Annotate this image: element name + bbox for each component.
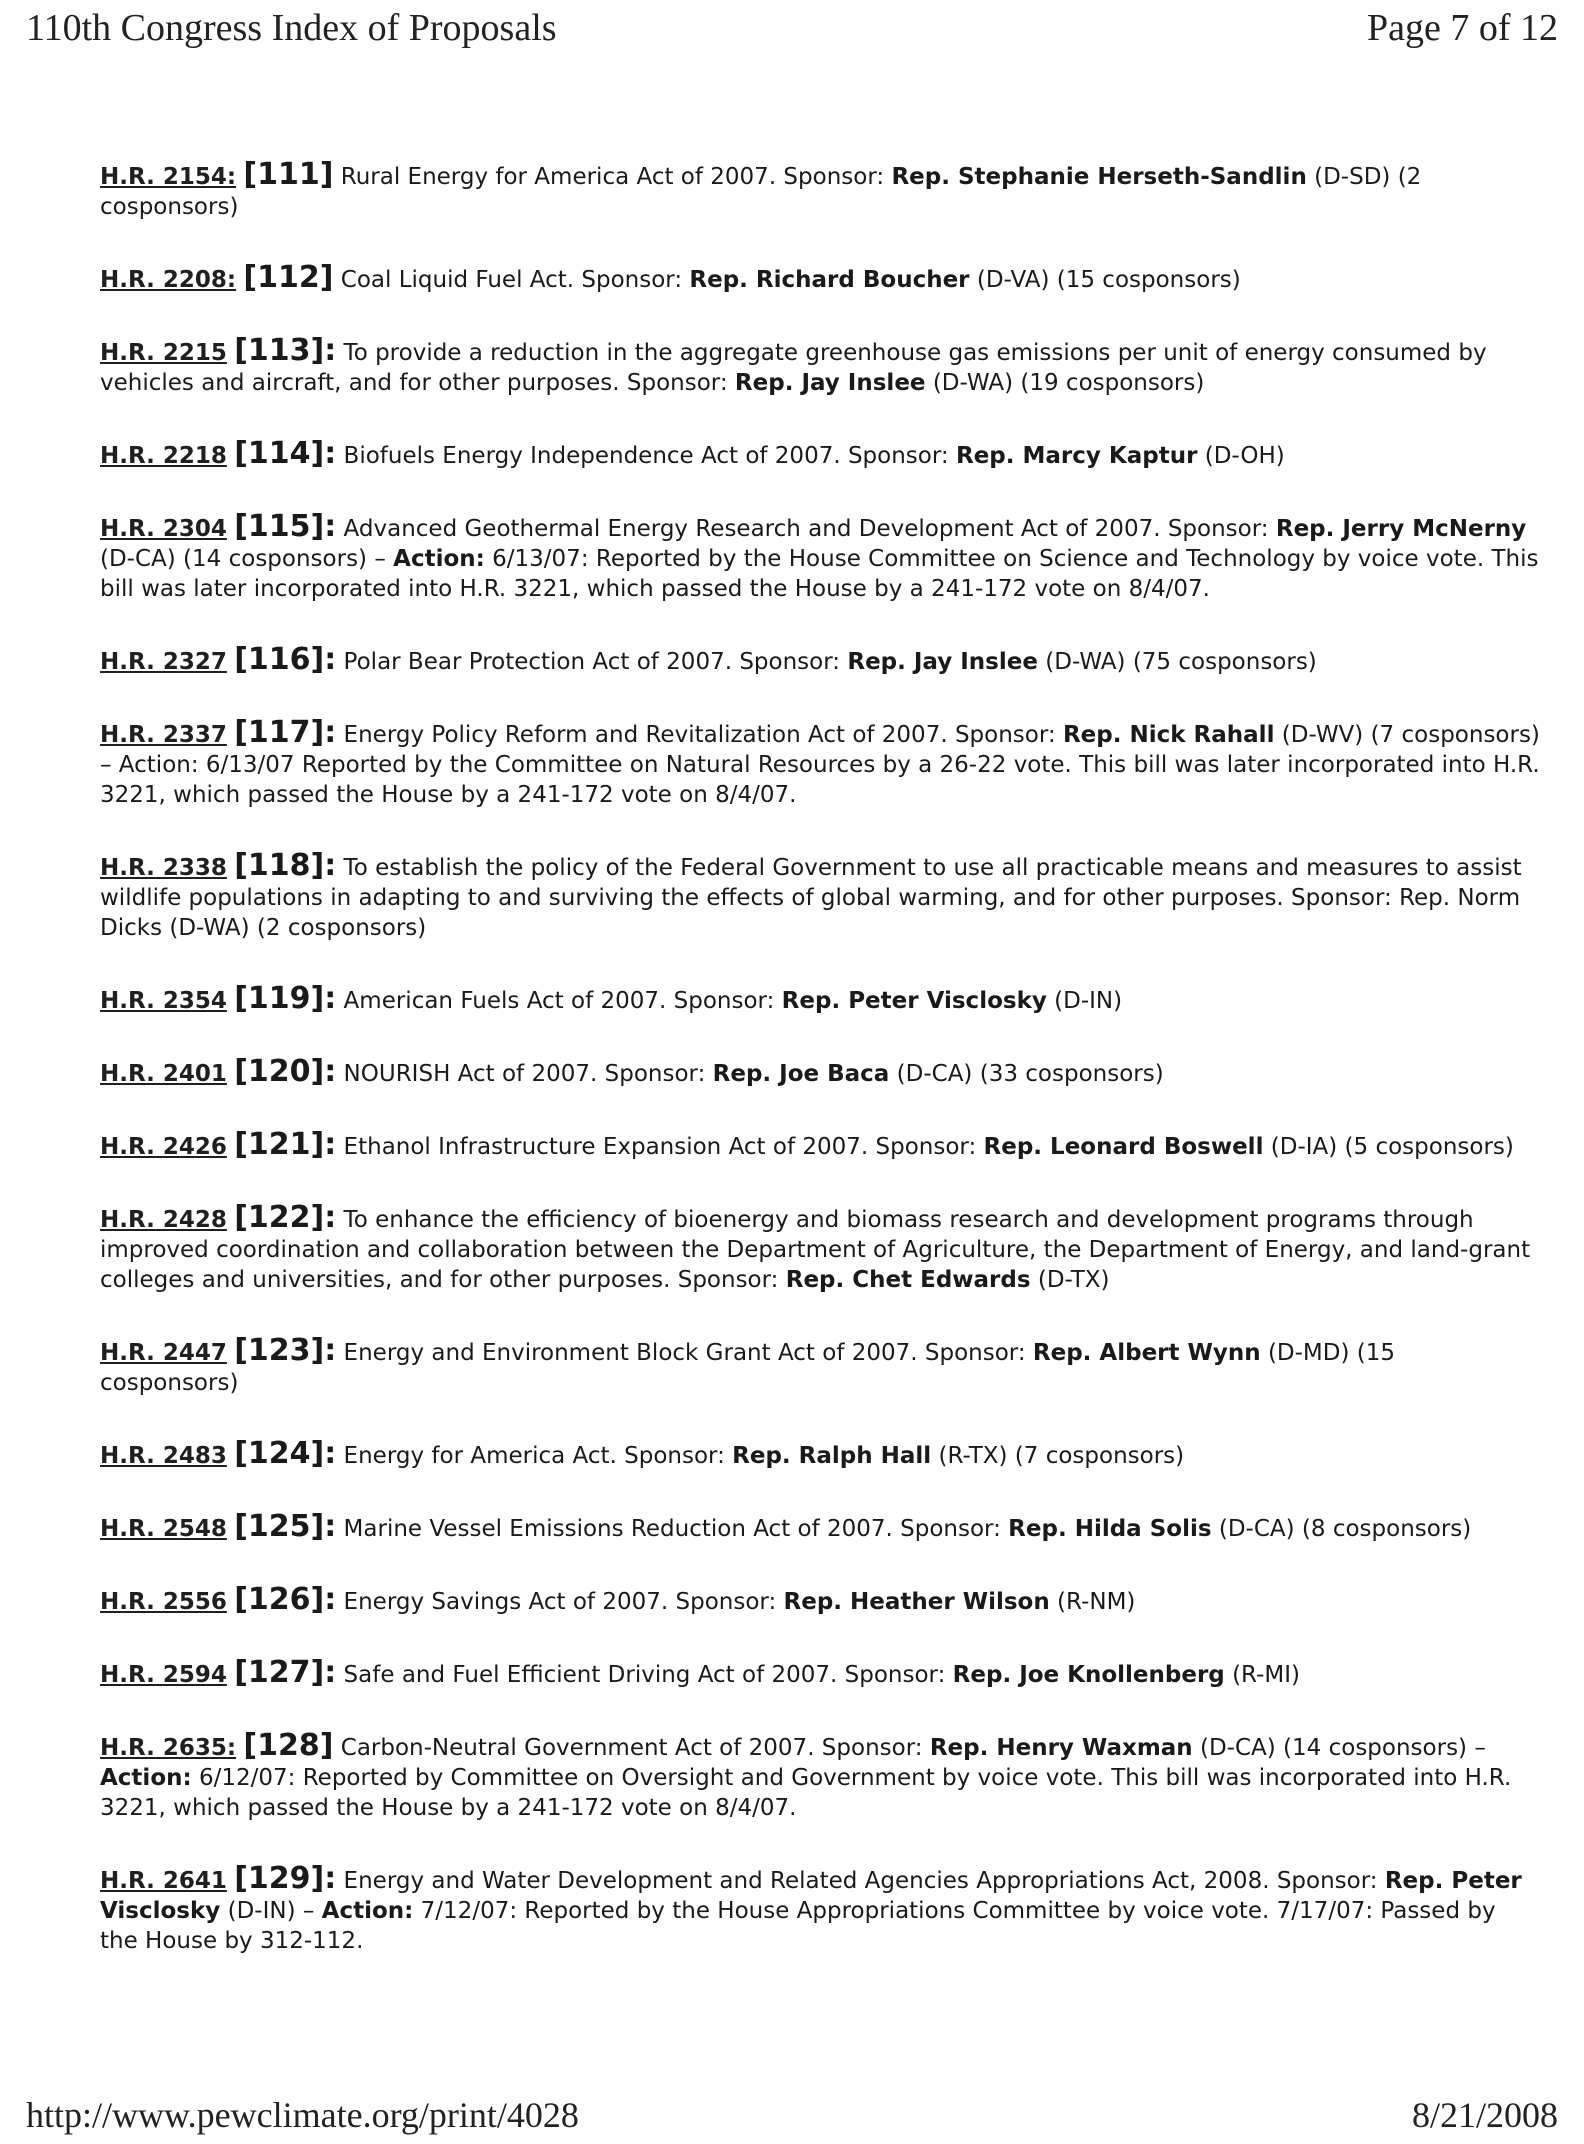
proposal-description: To provide a reduction in the aggregate greenhouse gas emissions per unit of energy consumed by vehicles and aircraft, and for other purposes. Sponsor:: [100, 340, 1487, 396]
bill-link[interactable]: H.R. 2635:: [100, 1735, 237, 1761]
bill-link[interactable]: H.R. 2327: [100, 649, 227, 675]
proposal-number: [127]:: [234, 1655, 337, 1690]
sponsor-details: (D-SD) (2 cosponsors): [100, 164, 1422, 220]
proposal-description: American Fuels Act of 2007. Sponsor:: [336, 988, 782, 1014]
proposal-list: [100, 157, 1540, 1997]
sponsor-details: (D-CA) (14 cosponsors) –: [1192, 1735, 1486, 1761]
proposal-number: [113]:: [234, 333, 337, 368]
proposal-description: Energy Savings Act of 2007. Sponsor:: [336, 1589, 784, 1615]
sponsor-name: Rep. Peter Visclosky: [781, 988, 1047, 1014]
proposal-description: Coal Liquid Fuel Act. Sponsor:: [333, 267, 690, 293]
sponsor-name: Rep. Chet Edwards: [785, 1267, 1031, 1293]
sponsor-details: (D-OH): [1197, 443, 1285, 469]
sponsor-name: Rep. Jay Inslee: [734, 370, 926, 396]
proposal-number: [117]:: [234, 715, 337, 750]
bill-link[interactable]: H.R. 2304: [100, 516, 227, 542]
bill-link[interactable]: H.R. 2641: [100, 1868, 227, 1894]
page-number: Page 7 of 12: [1366, 7, 1558, 49]
sponsor-details: (R-NM): [1049, 1589, 1136, 1615]
proposal-entry: [100, 1655, 1540, 1690]
sponsor-name: Rep. Leonard Boswell: [983, 1134, 1264, 1160]
sponsor-details: (D-CA) (14 cosponsors) –: [100, 546, 394, 572]
sponsor-details: (R-TX) (7 cosponsors): [931, 1443, 1185, 1469]
proposal-number: [111]: [243, 157, 334, 192]
proposal-description: Ethanol Infrastructure Expansion Act of 2007. Sponsor:: [336, 1134, 984, 1160]
sponsor-details: (D-VA) (15 cosponsors): [969, 267, 1241, 293]
bill-link[interactable]: H.R. 2483: [100, 1443, 227, 1469]
proposal-description: Biofuels Energy Independence Act of 2007. Sponsor:: [336, 443, 956, 469]
proposal-number: [115]:: [234, 509, 337, 544]
sponsor-details: (D-IN): [1046, 988, 1123, 1014]
proposal-number: [124]:: [234, 1436, 337, 1471]
proposal-description: Marine Vessel Emissions Reduction Act of 2007. Sponsor:: [336, 1516, 1009, 1542]
proposal-number: [128]: [243, 1728, 334, 1763]
proposal-number: [125]:: [234, 1509, 337, 1544]
footer-url: http://www.pewclimate.org/print/4028: [26, 2095, 579, 2135]
proposal-number: [126]:: [234, 1582, 337, 1617]
bill-link[interactable]: H.R. 2447: [100, 1340, 227, 1366]
proposal-entry: [100, 1861, 1540, 1956]
sponsor-name: Rep. Joe Knollenberg: [952, 1662, 1225, 1688]
sponsor-name: Rep. Jerry McNerny: [1275, 516, 1527, 542]
proposal-description: Energy Policy Reform and Revitalization Act of 2007. Sponsor:: [336, 722, 1063, 748]
proposal-number: [119]:: [234, 981, 337, 1016]
sponsor-details: (D-MD) (15 cosponsors): [100, 1340, 1396, 1396]
proposal-entry: [100, 333, 1540, 398]
proposal-entry: [100, 1054, 1540, 1089]
sponsor-name: Rep. Heather Wilson: [783, 1589, 1050, 1615]
proposal-number: [121]:: [234, 1127, 337, 1162]
proposal-number: [112]: [243, 260, 334, 295]
sponsor-name: Rep. Richard Boucher: [689, 267, 970, 293]
bill-link[interactable]: H.R. 2548: [100, 1516, 227, 1542]
sponsor-details: (D-WA) (19 cosponsors): [925, 370, 1205, 396]
proposal-entry: [100, 1436, 1540, 1471]
proposal-entry: [100, 157, 1540, 222]
sponsor-name: Rep. Stephanie Herseth-Sandlin: [891, 164, 1307, 190]
proposal-description: To establish the policy of the Federal Government to use all practicable means and measures to assist wildlife populations in adapting to and surviving the effects of global warming, and for other purposes. Sponsor: Rep. Norm Dicks (D-WA) (2 cosponsors): [100, 855, 1522, 941]
sponsor-name: Rep. Joe Baca: [712, 1061, 890, 1087]
proposal-description: Polar Bear Protection Act of 2007. Sponsor:: [336, 649, 848, 675]
bill-link[interactable]: H.R. 2215: [100, 340, 227, 366]
sponsor-name: Rep. Marcy Kaptur: [955, 443, 1198, 469]
bill-link[interactable]: H.R. 2401: [100, 1061, 227, 1087]
sponsor-details: (D-CA) (33 cosponsors): [889, 1061, 1164, 1087]
sponsor-name: Rep. Nick Rahall: [1062, 722, 1275, 748]
sponsor-details: (D-TX): [1030, 1267, 1110, 1293]
sponsor-details: (D-CA) (8 cosponsors): [1211, 1516, 1472, 1542]
bill-link[interactable]: H.R. 2354: [100, 988, 227, 1014]
proposal-description: Energy for America Act. Sponsor:: [336, 1443, 733, 1469]
bill-link[interactable]: H.R. 2337: [100, 722, 227, 748]
sponsor-name: Rep. Jay Inslee: [847, 649, 1038, 675]
proposal-description: NOURISH Act of 2007. Sponsor:: [336, 1061, 713, 1087]
proposal-entry: [100, 1200, 1540, 1295]
proposal-entry: [100, 1127, 1540, 1162]
proposal-number: [114]:: [234, 436, 337, 471]
proposal-entry: [100, 1582, 1540, 1617]
proposal-entry: [100, 981, 1540, 1016]
bill-link[interactable]: H.R. 2594: [100, 1662, 227, 1688]
proposal-entry: [100, 715, 1540, 810]
sponsor-name: Rep. Hilda Solis: [1008, 1516, 1212, 1542]
action-text: 6/12/07: Reported by Committee on Oversight and Government by voice vote. This bill was incorporated into H.R. 3221, which passed the House by a 241-172 vote on 8/4/07.: [100, 1765, 1512, 1821]
sponsor-name: Rep. Peter Visclosky: [100, 1868, 1522, 1924]
proposal-description: Rural Energy for America Act of 2007. Sponsor:: [333, 164, 892, 190]
bill-link[interactable]: H.R. 2208:: [100, 267, 237, 293]
bill-link[interactable]: H.R. 2154:: [100, 164, 237, 190]
action-label: Action:: [100, 1765, 192, 1791]
sponsor-name: Rep. Henry Waxman: [929, 1735, 1193, 1761]
proposal-number: [116]:: [234, 642, 337, 677]
proposal-entry: [100, 1728, 1540, 1823]
proposal-number: [120]:: [234, 1054, 337, 1089]
proposal-entry: [100, 1333, 1540, 1398]
proposal-entry: [100, 436, 1540, 471]
bill-link[interactable]: H.R. 2556: [100, 1589, 227, 1615]
proposal-description: Advanced Geothermal Energy Research and Development Act of 2007. Sponsor:: [336, 516, 1276, 542]
sponsor-name: Rep. Ralph Hall: [732, 1443, 932, 1469]
sponsor-details: (D-WA) (75 cosponsors): [1037, 649, 1317, 675]
proposal-description: To enhance the efficiency of bioenergy and biomass research and development programs through improved coordination and collaboration between the Department of Agriculture, the Department of Energy, and land-grant colleges and universities, and for other purposes. Sponsor:: [100, 1207, 1531, 1293]
action-text: 7/12/07: Reported by the House Appropriations Committee by voice vote. 7/17/07: Passed by the House by 312-112.: [100, 1898, 1496, 1954]
sponsor-details: (R-MI): [1224, 1662, 1300, 1688]
proposal-number: [123]:: [234, 1333, 337, 1368]
bill-link[interactable]: H.R. 2428: [100, 1207, 227, 1233]
sponsor-details: (D-IN) –: [220, 1898, 322, 1924]
action-label: Action:: [393, 546, 485, 572]
bill-link[interactable]: H.R. 2218: [100, 443, 227, 469]
proposal-entry: [100, 509, 1540, 604]
proposal-description: Carbon-Neutral Government Act of 2007. Sponsor:: [333, 1735, 930, 1761]
sponsor-details: (D-IA) (5 cosponsors): [1263, 1134, 1514, 1160]
proposal-number: [118]:: [234, 848, 337, 883]
proposal-description: Energy and Environment Block Grant Act of 2007. Sponsor:: [336, 1340, 1033, 1366]
proposal-description: Energy and Water Development and Related Agencies Appropriations Act, 2008. Sponsor:: [336, 1868, 1385, 1894]
proposal-description: Safe and Fuel Efficient Driving Act of 2007. Sponsor:: [336, 1662, 953, 1688]
proposal-entry: [100, 260, 1540, 295]
document-title: 110th Congress Index of Proposals: [26, 7, 557, 49]
sponsor-details: (D-WV) (7 cosponsors) – Action: 6/13/07 Reported by the Committee on Natural Resources by a 26-22 vote. This bill was later incorporated into H.R. 3221, which passed the House by a 241-172 vote on 8/4/07.: [100, 722, 1540, 808]
bill-link[interactable]: H.R. 2338: [100, 855, 227, 881]
proposal-entry: [100, 642, 1540, 677]
action-label: Action:: [321, 1898, 414, 1924]
proposal-number: [129]:: [234, 1861, 337, 1896]
sponsor-name: Rep. Albert Wynn: [1032, 1340, 1261, 1366]
footer-date: 8/21/2008: [1411, 2095, 1558, 2135]
proposal-entry: [100, 848, 1540, 943]
bill-link[interactable]: H.R. 2426: [100, 1134, 227, 1160]
action-text: 6/13/07: Reported by the House Committee on Science and Technology by voice vote. This bill was later incorporated into H.R. 3221, which passed the House by a 241-172 vote on 8/4/07.: [100, 546, 1539, 602]
proposal-entry: [100, 1509, 1540, 1544]
proposal-number: [122]:: [234, 1200, 337, 1235]
